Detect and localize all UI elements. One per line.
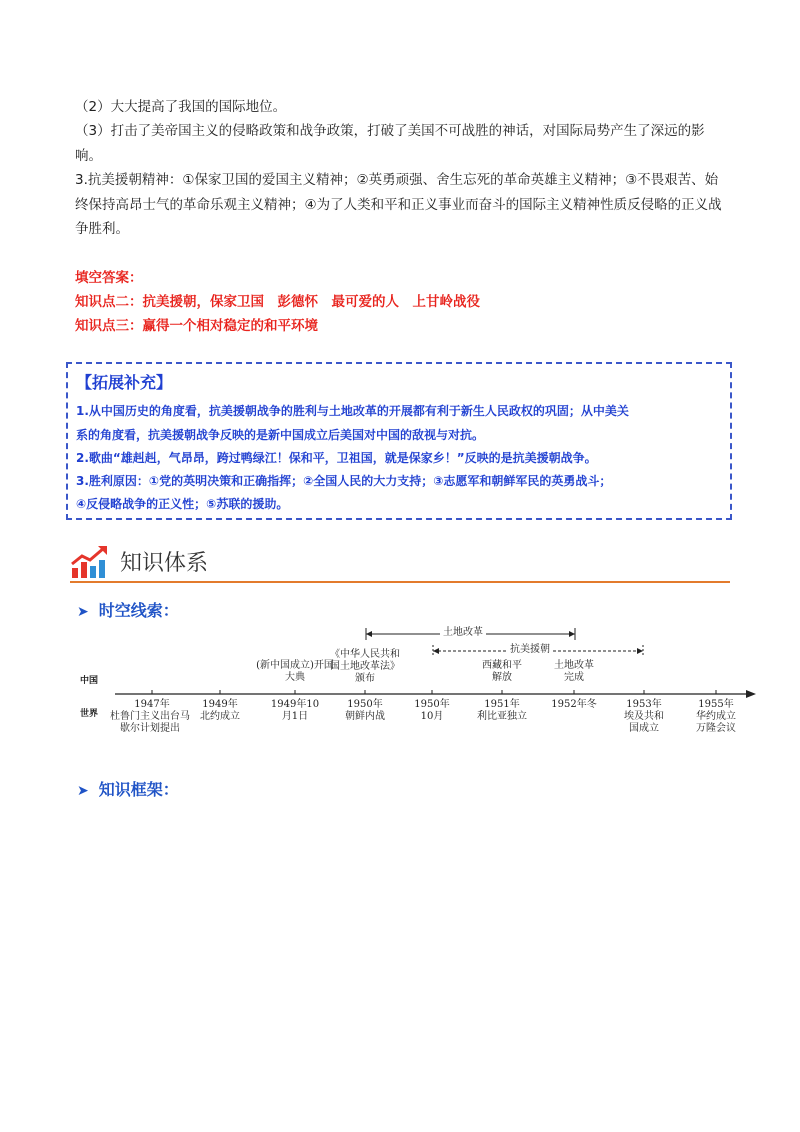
- extension-line-4: 3.胜利原因：①党的英明决策和正确指挥；②全国人民的大力支持；③志愿军和朝鲜军民的英勇战斗；: [76, 474, 612, 488]
- tick-date: 1952年冬: [551, 699, 597, 710]
- china-event-law: 《中华人民共和国土地改革法》颁布: [330, 649, 400, 684]
- extension-line-5: ④反侵略战争的正义性；⑤苏联的援助。: [76, 497, 289, 511]
- tick-world-event: 华约成立万隆会议: [696, 711, 736, 734]
- extension-box: [66, 362, 732, 520]
- section-title: 知识体系: [120, 551, 209, 576]
- tick-date: 1953年: [626, 699, 662, 710]
- paragraph-1: （2）大大提高了我国的国际地位。: [75, 99, 287, 115]
- tick-world-event: 杜鲁门主义出台马歇尔计划提出: [110, 711, 190, 734]
- tick-world-event: 北约成立: [200, 711, 240, 722]
- tick-date: 1950年10月: [414, 699, 450, 722]
- answers-heading: 填空答案：: [75, 270, 143, 286]
- answers-line-2: 知识点三：赢得一个相对稳定的和平环境: [75, 318, 318, 334]
- tick-date: 1949年: [202, 699, 238, 710]
- timeline-figure: [70, 625, 760, 750]
- tick-date: 1955年: [698, 699, 734, 710]
- framework-heading: [77, 777, 179, 800]
- arrow-right-icon: ➤: [77, 604, 89, 620]
- china-event-tibet: 西藏和平解放: [482, 660, 522, 683]
- paragraph-3: 3.抗美援朝精神：①保家卫国的爱国主义精神；②英勇顽强、舍生忘死的革命英雄主义精神；③不畏艰苦、始终保持高昂士气的革命乐观主义精神；④为了人类和平和正义事业而奋斗的国际主义精神性质反侵略的正义战争胜利。: [75, 172, 722, 237]
- paragraph-2: （3）打击了美帝国主义的侵略政策和战争政策，打破了美国不可战胜的神话，对国际局势产生了深远的影响。: [75, 123, 705, 164]
- framework-heading-label: 知识框架：: [98, 780, 179, 799]
- tick-date: 1949年10月1日: [270, 699, 320, 722]
- tick-date: 1951年: [484, 699, 520, 710]
- china-event-founding: (新中国成立)开国大典: [256, 660, 334, 683]
- answers-line-1: 知识点二：抗美援朝，保家卫国 彭德怀 最可爱的人 上甘岭战役: [75, 294, 480, 310]
- extension-line-2: 系的角度看，抗美援朝战争反映的是新中国成立后美国对中国的敌视与对抗。: [76, 428, 485, 442]
- tick-world-event: 朝鲜内战: [345, 711, 385, 722]
- bracket-label-resist-us: 抗美援朝: [507, 644, 553, 656]
- arrow-right-icon: ➤: [77, 783, 89, 799]
- tick-date: 1950年: [347, 699, 383, 710]
- timeline-heading-label: 时空线索：: [98, 601, 179, 620]
- side-label-china: 中国: [80, 676, 99, 686]
- section-divider: [70, 581, 730, 583]
- side-label-world: 世界: [80, 709, 99, 719]
- extension-title: 【拓展补充】: [76, 373, 173, 392]
- bracket-label-land-reform: 土地改革: [440, 627, 486, 639]
- china-event-land-done: 土地改革完成: [554, 660, 594, 683]
- tick-world-event: 利比亚独立: [477, 711, 527, 722]
- tick-date: 1947年: [134, 699, 170, 710]
- timeline-heading: [77, 598, 179, 621]
- extension-line-3: 2.歌曲“雄赳赳，气昂昂，跨过鸭绿江！保和平，卫祖国，就是保家乡！”反映的是抗美援朝战争。: [76, 451, 597, 465]
- chart-growth-icon: [70, 542, 110, 580]
- extension-line-1: 1.从中国历史的角度看，抗美援朝战争的胜利与土地改革的开展都有利于新生人民政权的巩固；从中美关: [76, 404, 629, 418]
- tick-world-event: 埃及共和国成立: [624, 711, 664, 734]
